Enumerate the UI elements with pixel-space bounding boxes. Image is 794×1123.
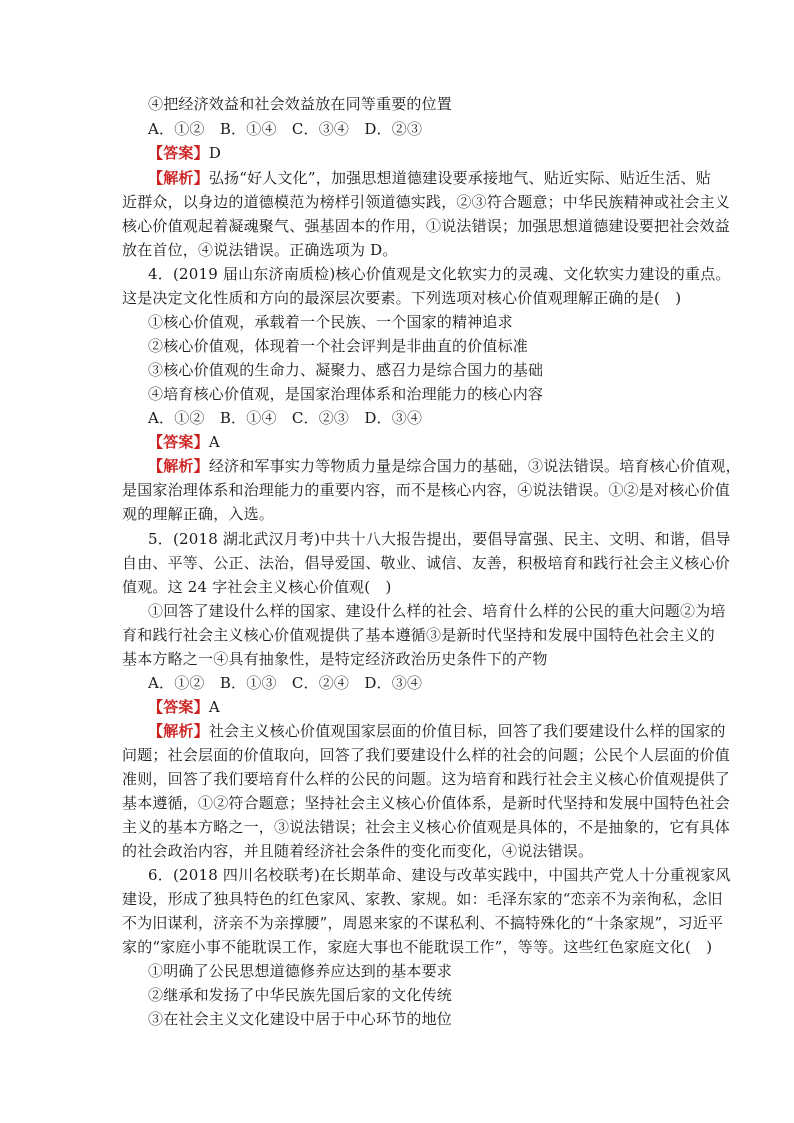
q5-stem-line-1: 5．(2018 湖北武汉月考)中共十八大报告提出，要倡导富强、民主、文明、和谐，倡导	[148, 530, 731, 548]
q5-options-line-1: ①回答了建设什么样的国家、建设什么样的社会、培育什么样的公民的重大问题②为培	[148, 602, 726, 620]
q6-option-1: ①明确了公民思想道德修养应达到的基本要求	[148, 962, 453, 980]
analysis-tag: 【解析】	[148, 457, 209, 475]
answer-tag: 【答案】	[148, 144, 209, 162]
q5-analysis-line-6: 的社会政治内容，并且随着经济社会条件的变化而变化，④说法错误。	[122, 842, 594, 860]
q5-analysis-line-2: 问题；社会层面的价值取向，回答了我们要建设什么样的社会的问题；公民个人层面的价值	[122, 746, 731, 764]
q4-stem-line-2: 这是决定文化性质和方向的最深层次要素。下列选项对核心价值观理解正确的是( )	[122, 289, 682, 307]
q5-options-line-3: 基本方略之一④具有抽象性，是特定经济政治历史条件下的产物	[122, 650, 548, 668]
q3-analysis-line-3: 核心价值观起着凝魂聚气、强基固本的作用，①说法错误；加强思想道德建设要把社会效益	[122, 217, 731, 235]
q3-analysis-line-4: 放在首位，④说法错误。正确选项为 D。	[122, 241, 398, 259]
q5-answer: 【答案】A	[148, 698, 220, 716]
q3-answer	[148, 141, 221, 165]
q5-choices: A．①② B．①③ C．②④ D．③④	[148, 674, 423, 692]
answer-tag: 【答案】	[148, 698, 209, 716]
q6-option-2: ②继承和发扬了中华民族先国后家的文化传统	[148, 986, 453, 1004]
q3-option-4: ④把经济效益和社会效益放在同等重要的位置	[148, 95, 453, 113]
q4-option-2: ②核心价值观，体现着一个社会评判是非曲直的价值标准	[148, 337, 529, 355]
q4-option-4: ④培育核心价值观，是国家治理体系和治理能力的核心内容	[148, 385, 544, 403]
q6-stem-line-3: 不为旧谋利，济亲不为亲撑腰”，周恩来家的不谋私利、不搞特殊化的“十条家规”，习近平	[122, 914, 724, 932]
q4-analysis-line-2: 是国家治理体系和治理能力的重要内容，而不是核心内容，④说法错误。①②是对核心价值	[122, 481, 731, 499]
answer-tag: 【答案】	[148, 433, 209, 451]
q4-option-1: ①核心价值观，承载着一个民族、一个国家的精神追求	[148, 313, 513, 331]
analysis-tag: 【解析】	[148, 169, 209, 187]
q5-analysis-line-5: 主义的基本方略之一，③说法错误；社会主义核心价值观是具体的，不是抽象的，它有具体	[122, 818, 731, 836]
q5-analysis-line-3: 准则，回答了我们要培育什么样的公民的问题。这为培育和践行社会主义核心价值观提供了	[122, 770, 731, 788]
q4-choices: A．①② B．①④ C．②③ D．③④	[148, 409, 423, 427]
q5-stem-line-2: 自由、平等、公正、法治，倡导爱国、敬业、诚信、友善，积极培育和践行社会主义核心价	[122, 554, 731, 572]
q6-stem-line-2: 建设，形成了独具特色的红色家风、家教、家规。如：毛泽东家的“恋亲不为亲徇私，念旧	[122, 890, 723, 908]
q4-answer: 【答案】A	[148, 433, 220, 451]
q3-analysis-line-2: 近群众，以身边的道德模范为榜样引领道德实践，②③符合题意；中华民族精神或社会主义	[122, 193, 731, 211]
q3-analysis-line-1: 【解析】弘扬“好人文化”，加强思想道德建设要承接地气、贴近实际、贴近生活、贴	[148, 169, 711, 187]
q6-option-3: ③在社会主义文化建设中居于中心环节的地位	[148, 1010, 453, 1028]
q5-analysis-line-4: 基本遵循，①②符合题意；坚持社会主义核心价值体系，是新时代坚持和发展中国特色社会	[122, 794, 731, 812]
q5-stem-line-3: 值观。这 24 字社会主义核心价值观( )	[122, 578, 392, 596]
q3-answer-value: D	[208, 144, 222, 162]
analysis-tag: 【解析】	[148, 722, 209, 740]
q4-option-3: ③核心价值观的生命力、凝聚力、感召力是综合国力的基础	[148, 361, 544, 379]
q4-stem-line-1: 4．(2019 届山东济南质检)核心价值观是文化软实力的灵魂、文化软实力建设的重点。	[148, 265, 731, 283]
q4-analysis-line-3: 观的理解正确，入选。	[122, 505, 275, 523]
q6-stem-line-1: 6．(2018 四川名校联考)在长期革命、建设与改革实践中，中国共产党人十分重视家风	[148, 866, 731, 884]
q3-choices: A．①② B．①④ C．③④ D．②③	[148, 120, 423, 138]
q5-options-line-2: 育和践行社会主义核心价值观提供了基本遵循③是新时代坚持和发展中国特色社会主义的	[122, 626, 715, 644]
q5-analysis-line-1: 【解析】社会主义核心价值观国家层面的价值目标，回答了我们要建设什么样的国家的	[148, 722, 726, 740]
q4-analysis-line-1: 【解析】经济和军事实力等物质力量是综合国力的基础，③说法错误。培育核心价值观，	[148, 457, 741, 475]
q6-stem-line-4: 家的“家庭小事不能耽误工作，家庭大事也不能耽误工作”，等等。这些红色家庭文化( )	[122, 938, 713, 956]
